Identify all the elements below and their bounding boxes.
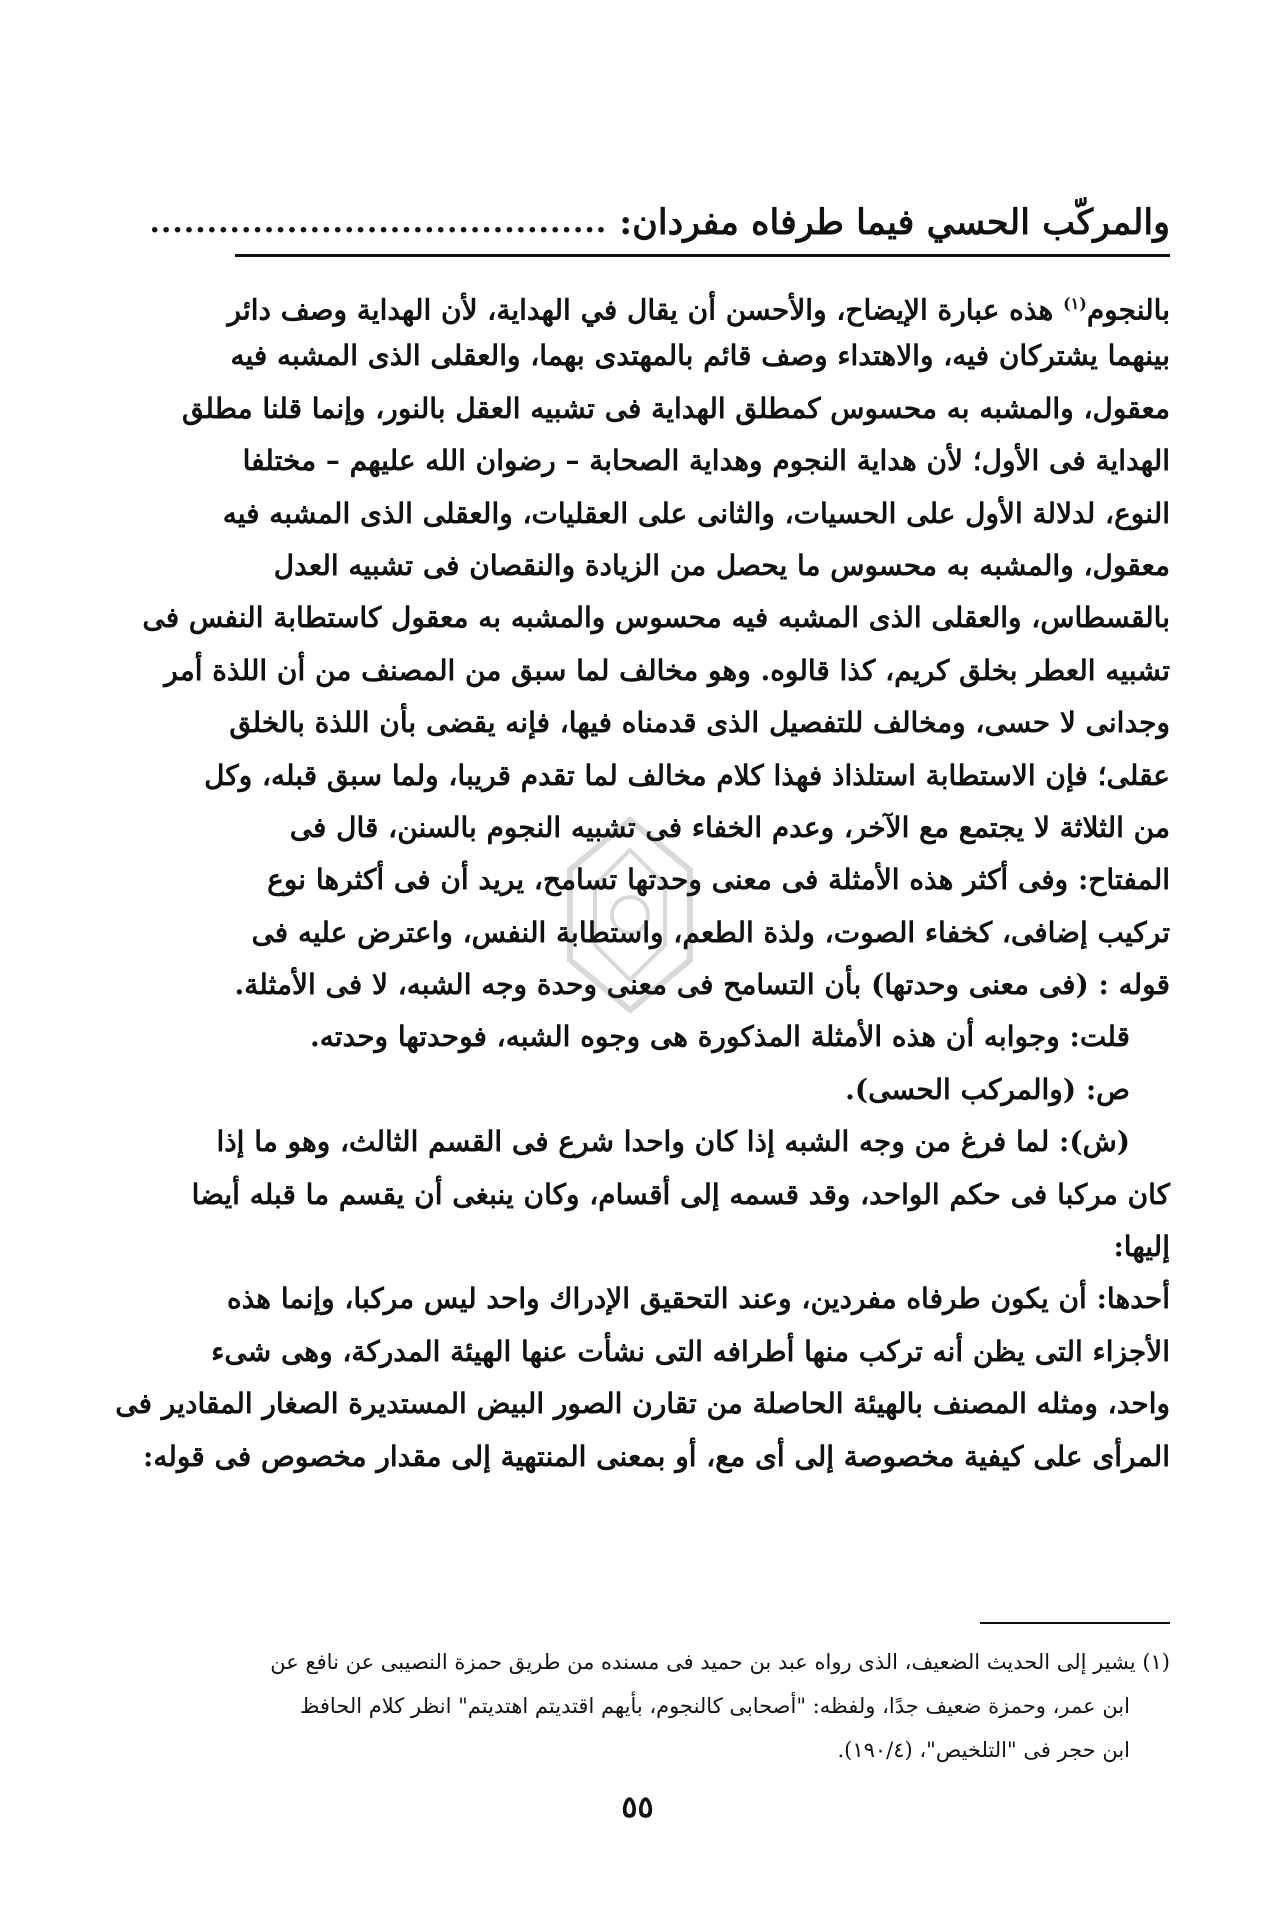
text-line: بالنجوم$^{(١)}$ هذه عبارة الإيضاح، والأحسن أن يقال في الهداية، لأن الهداية وصف دائر [227, 293, 1170, 327]
text-line: تشبيه العطر بخلق كريم، كذا قالوه. وهو مخالف لما سبق من المصنف من أن اللذة أمر [164, 653, 1170, 687]
header-title: والمركّب الحسي فيما طرفاه مفردان: [619, 201, 1170, 243]
text-line: أحدها: أن يكون طرفاه مفردين، وعند التحقيق الإدراك واحد ليس مركبا، وإنما هذه [226, 1282, 1170, 1316]
footnote-line: ابن عمر، وحمزة ضعيف جدًا، ولفظه: "أصحابى كالنجوم، بأيهم اقتديتم اهتديتم" انظر كلام الحافظ [299, 1694, 1130, 1718]
text-line: واحد، ومثله المصنف بالهيئة الحاصلة من تقارن الصور البيض المستديرة الصغار المقادير فى [115, 1387, 1170, 1421]
first-word: بالنجوم [1086, 293, 1170, 327]
text-line: المرأى على كيفية مخصوصة إلى أى مع، أو بمعنى المنتهية إلى مقدار مخصوص فى قوله: [143, 1439, 1170, 1473]
section-label: ص: (والمركب الحسى). [845, 1072, 1130, 1106]
footnote-ref: (١) [1063, 294, 1087, 313]
text-line: قوله : (فى معنى وحدتها) بأن التسامح فى معنى وحدة وجه الشبه، لا فى الأمثلة. [234, 968, 1170, 1002]
text-line: من الثلاثة لا يجتمع مع الآخر، وعدم الخفاء فى تشبيه النجوم بالسنن، قال فى [289, 810, 1170, 844]
text-line: قلت: وجوابه أن هذه الأمثلة المذكورة هى وجوه الشبه، فوحدتها وحدته. [310, 1020, 1130, 1054]
text-line: الهداية فى الأول؛ لأن هداية النجوم وهداية الصحابة – رضوان الله عليهم – مختلفا [242, 444, 1170, 478]
footnote-line: ابن حجر فى "التلخيص"، (١٩٠/٤). [837, 1738, 1130, 1762]
text-line: إليها: [1113, 1230, 1170, 1264]
text-line: النوع، لدلالة الأول على الحسيات، والثانى على العقليات، والعقلى الذى المشبه فيه [222, 496, 1170, 530]
text-line: عقلى؛ فإن الاستطابة استلذاذ فهذا كلام مخالف لما تقدم قريبا، ولما سبق قبله، وكل [204, 758, 1170, 792]
header-dots: ........................................ [149, 204, 608, 240]
text-line: الأجزاء التى يظن أنه تركب منها أطرافه التى نشأت عنها الهيئة المدركة، وهى شىء [211, 1334, 1170, 1368]
text-line: بالقسطاس، والعقلى الذى المشبه فيه محسوس والمشبه به معقول كاستطابة النفس فى [142, 601, 1170, 635]
running-header [149, 190, 1170, 257]
page-number: ٥٥ [621, 1790, 654, 1825]
text-line: معقول، والمشبه به محسوس ما يحصل من الزيادة والنقصان فى تشبيه العدل [273, 548, 1170, 582]
text-line: بينهما يشتركان فيه، والاهتداء وصف قائم بالمهتدى بهما، والعقلى الذى المشبه فيه [230, 339, 1170, 373]
footnote-separator [980, 1622, 1170, 1624]
text-line: تركيب إضافى، كخفاء الصوت، ولذة الطعم، واستطابة النفس، واعترض عليه فى [251, 915, 1170, 949]
library-seal-watermark [530, 810, 730, 1040]
text-line: المفتاح: وفى أكثر هذه الأمثلة فى معنى وحدتها تسامح، يريد أن فى أكثرها نوع [267, 863, 1170, 897]
text-line: كان مركبا فى حكم الواحد، وقد قسمه إلى أقسام، وكان ينبغى أن يقسم ما قبله أيضا [191, 1177, 1170, 1211]
text-line: وجدانى لا حسى، ومخالف للتفصيل الذى قدمناه فيها، فإنه يقضى بأن اللذة بالخلق [229, 706, 1170, 740]
footnotes [235, 1640, 1170, 1772]
text-line: (ش): لما فرغ من وجه الشبه إذا كان واحدا شرع فى القسم الثالث، وهو ما إذا [216, 1125, 1130, 1159]
footnote-line: (١) يشير إلى الحديث الضعيف، الذى رواه عبد بن حميد فى مسنده من طريق حمزة النصيبى عن نافع عن [270, 1650, 1170, 1674]
text-line: معقول، والمشبه به محسوس كمطلق الهداية فى تشبيه العقل بالنور، وإنما قلنا مطلق [181, 391, 1170, 425]
